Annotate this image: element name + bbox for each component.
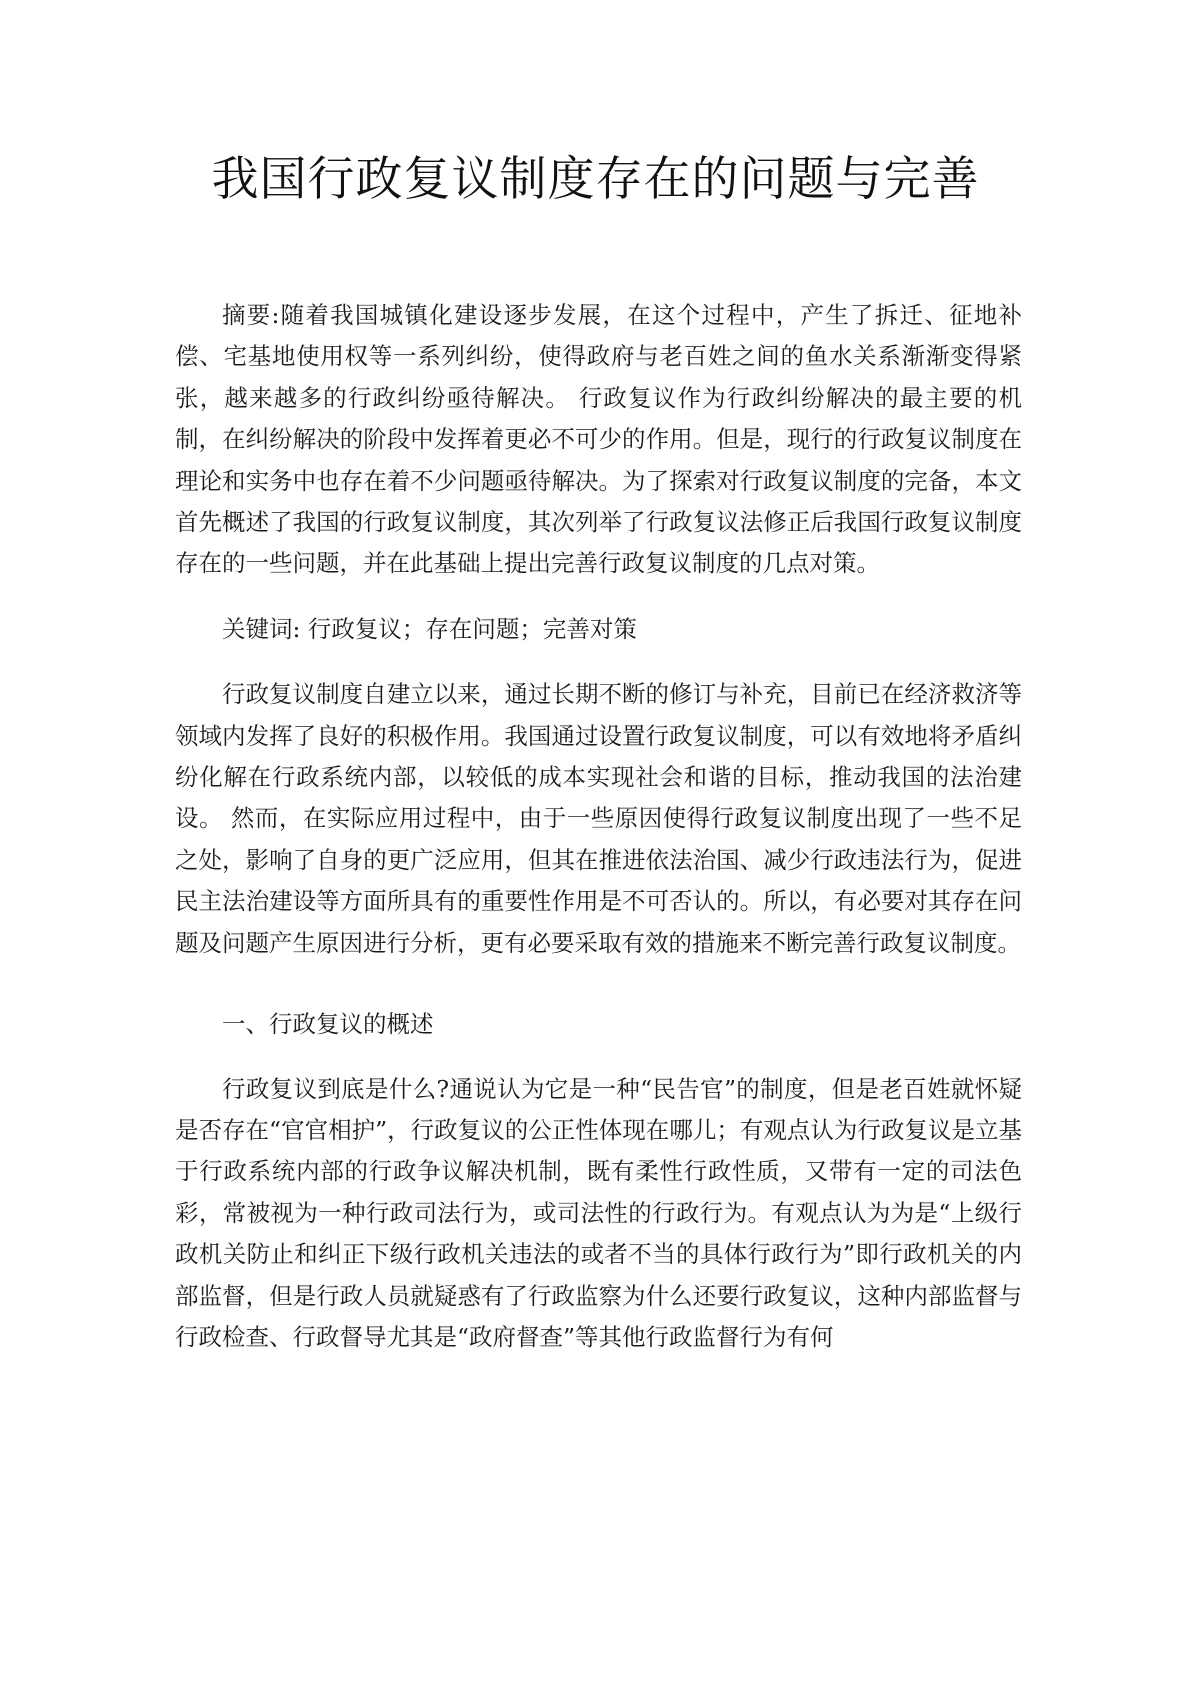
section-paragraph: 行政复议到底是什么?通说认为它是一种“民告官”的制度，但是老百姓就怀疑是否存在“官官相护”，行政复议的公正性体现在哪儿；有观点认为行政复议是立基于行政系统内部的行政争议解决机制，既有柔性行政性质，又带有一定的司法色彩，常被视为一种行政司法行为，或司法性的行政行为。有观点认为为是“上级行政机关防止和纠正下级行政机关违法的或者不当的具体行政行为”即行政机关的内部监督，但是行政人员就疑惑有了行政监察为什么还要行政复议，这种内部监督与行政检查、行政督导尤其是“政府督查”等其他行政监督行为有何 <box>175 1074 1022 1351</box>
section-heading: 一、行政复议的概述 <box>222 1010 434 1039</box>
intro-paragraph: 行政复议制度自建立以来，通过长期不断的修订与补充，目前已在经济救济等领域内发挥了良好的积极作用。我国通过设置行政复议制度，可以有效地将矛盾纠纷化解在行政系统内部，以较低的成本实现社会和谐的目标，推动我国的法治建设。 然而，在实际应用过程中，由于一些原因使得行政复议制度出现了一些不足之处，影响了自身的更广泛应用，但其在推进依法治国、减少行政违法行为，促进民主法治建设等方面所具有的重要性作用是不可否认的。所以，有必要对其存在问题及问题产生原因进行分析，更有必要采取有效的措施来不断完善行政复议制度。 <box>175 680 1022 957</box>
document-body <box>175 295 1022 1358</box>
keywords-paragraph: 关键词: 行政复议；存在问题；完善对策 <box>222 614 637 643</box>
abstract-paragraph: 摘要:随着我国城镇化建设逐步发展，在这个过程中，产生了拆迁、征地补偿、宅基地使用权等一系列纠纷，使得政府与老百姓之间的鱼水关系渐渐变得紧张，越来越多的行政纠纷亟待解决。 行政复议作为行政纠纷解决的最主要的机制，在纠纷解决的阶段中发挥着更必不可少的作用。但是，现行的行政复议制度在理论和实务中也存在着不少问题亟待解决。为了探索对行政复议制度的完备，本文首先概述了我国的行政复议制度，其次列举了行政复议法修正后我国行政复议制度存在的一些问题，并在此基础上提出完善行政复议制度的几点对策。 <box>175 301 1022 578</box>
document-title: 我国行政复议制度存在的问题与完善 <box>211 152 980 207</box>
